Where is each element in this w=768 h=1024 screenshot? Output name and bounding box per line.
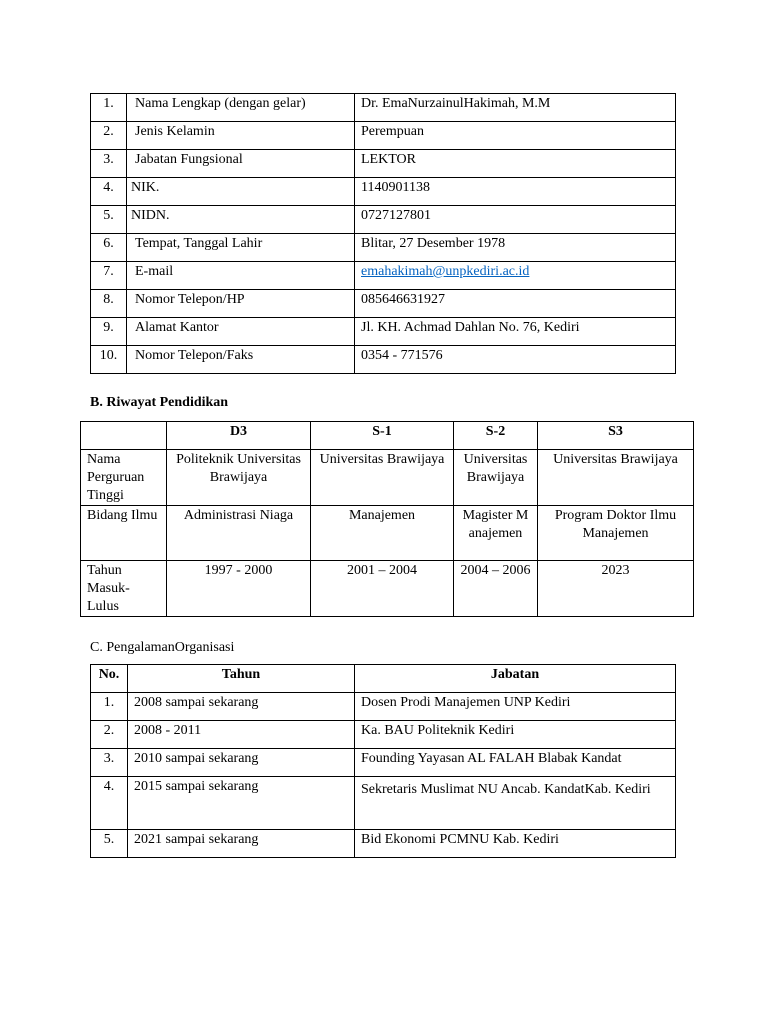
field-value: 085646631927 [355,290,676,318]
field-value: Dr. EmaNurzainulHakimah, M.M [355,94,676,122]
education-heading: B. Riwayat Pendidikan [90,395,229,410]
field-label: E-mail [127,262,355,290]
education-table [80,421,694,617]
row-number: 4. [91,178,127,206]
identity-row [91,262,676,290]
identity-row [91,94,676,122]
field-label: Tempat, Tanggal Lahir [127,234,355,262]
table-cell: 1997 - 2000 [167,561,311,617]
field-label: Nomor Telepon/HP [127,290,355,318]
field-label: Jabatan Fungsional [127,150,355,178]
field-value [355,262,676,290]
organization-heading: C. PengalamanOrganisasi [90,640,235,655]
row-number: 1. [91,94,127,122]
table-cell: Universitas Brawijaya [538,450,694,506]
organization-row [91,830,676,858]
table-cell: Universitas Brawijaya [311,450,454,506]
column-header: Jabatan [355,665,676,693]
row-number: 2. [91,122,127,150]
row-label: Tahun Masuk-Lulus [81,561,167,617]
row-number: 10. [91,346,127,374]
identity-row [91,234,676,262]
field-value: Perempuan [355,122,676,150]
row-label: Bidang Ilmu [81,506,167,561]
column-header: S-1 [311,422,454,450]
row-number: 3. [91,150,127,178]
identity-row [91,150,676,178]
email-link[interactable]: emahakimah@unpkediri.ac.id [361,264,530,279]
organization-header-row [91,665,676,693]
column-header [81,422,167,450]
row-number: 1. [91,693,128,721]
row-number: 5. [91,830,128,858]
position-cell: Founding Yayasan AL FALAH Blabak Kandat [355,749,676,777]
field-value: LEKTOR [355,150,676,178]
identity-row [91,178,676,206]
table-cell: Program Doktor Ilmu Manajemen [538,506,694,561]
position-cell: Ka. BAU Politeknik Kediri [355,721,676,749]
identity-row [91,346,676,374]
row-number: 9. [91,318,127,346]
organization-row [91,693,676,721]
column-header: D3 [167,422,311,450]
education-row [81,450,694,506]
identity-row [91,206,676,234]
row-number: 4. [91,777,128,830]
row-number: 7. [91,262,127,290]
column-header: S-2 [454,422,538,450]
table-cell: 2023 [538,561,694,617]
organization-table [90,664,676,858]
field-label: NIDN. [127,206,355,234]
row-number: 8. [91,290,127,318]
education-row [81,561,694,617]
table-cell: Administrasi Niaga [167,506,311,561]
position-cell: Bid Ekonomi PCMNU Kab. Kediri [355,830,676,858]
column-header: No. [91,665,128,693]
table-cell: 2004 – 2006 [454,561,538,617]
year-cell: 2008 sampai sekarang [128,693,355,721]
field-value: Blitar, 27 Desember 1978 [355,234,676,262]
year-cell: 2008 - 2011 [128,721,355,749]
row-number: 6. [91,234,127,262]
table-cell: Politeknik Universitas Brawijaya [167,450,311,506]
field-label: Nomor Telepon/Faks [127,346,355,374]
table-cell: Universitas Brawijaya [454,450,538,506]
field-value: 1140901138 [355,178,676,206]
column-header: Tahun [128,665,355,693]
field-value: 0727127801 [355,206,676,234]
field-label: NIK. [127,178,355,206]
row-number: 5. [91,206,127,234]
field-label: Nama Lengkap (dengan gelar) [127,94,355,122]
table-cell: Manajemen [311,506,454,561]
field-value: 0354 - 771576 [355,346,676,374]
table-cell: 2001 – 2004 [311,561,454,617]
organization-row [91,721,676,749]
identity-row [91,318,676,346]
position-cell: Sekretaris Muslimat NU Ancab. KandatKab. Kediri [355,777,676,830]
identity-row [91,122,676,150]
table-cell: Magister Manajemen [454,506,538,561]
row-label: Nama Perguruan Tinggi [81,450,167,506]
identity-row [91,290,676,318]
position-cell: Dosen Prodi Manajemen UNP Kediri [355,693,676,721]
identity-table [90,93,676,374]
year-cell: 2021 sampai sekarang [128,830,355,858]
row-number: 3. [91,749,128,777]
field-value: Jl. KH. Achmad Dahlan No. 76, Kediri [355,318,676,346]
organization-row [91,777,676,830]
row-number: 2. [91,721,128,749]
field-label: Jenis Kelamin [127,122,355,150]
year-cell: 2010 sampai sekarang [128,749,355,777]
field-label: Alamat Kantor [127,318,355,346]
education-header-row [81,422,694,450]
organization-row [91,749,676,777]
year-cell: 2015 sampai sekarang [128,777,355,830]
education-row [81,506,694,561]
column-header: S3 [538,422,694,450]
